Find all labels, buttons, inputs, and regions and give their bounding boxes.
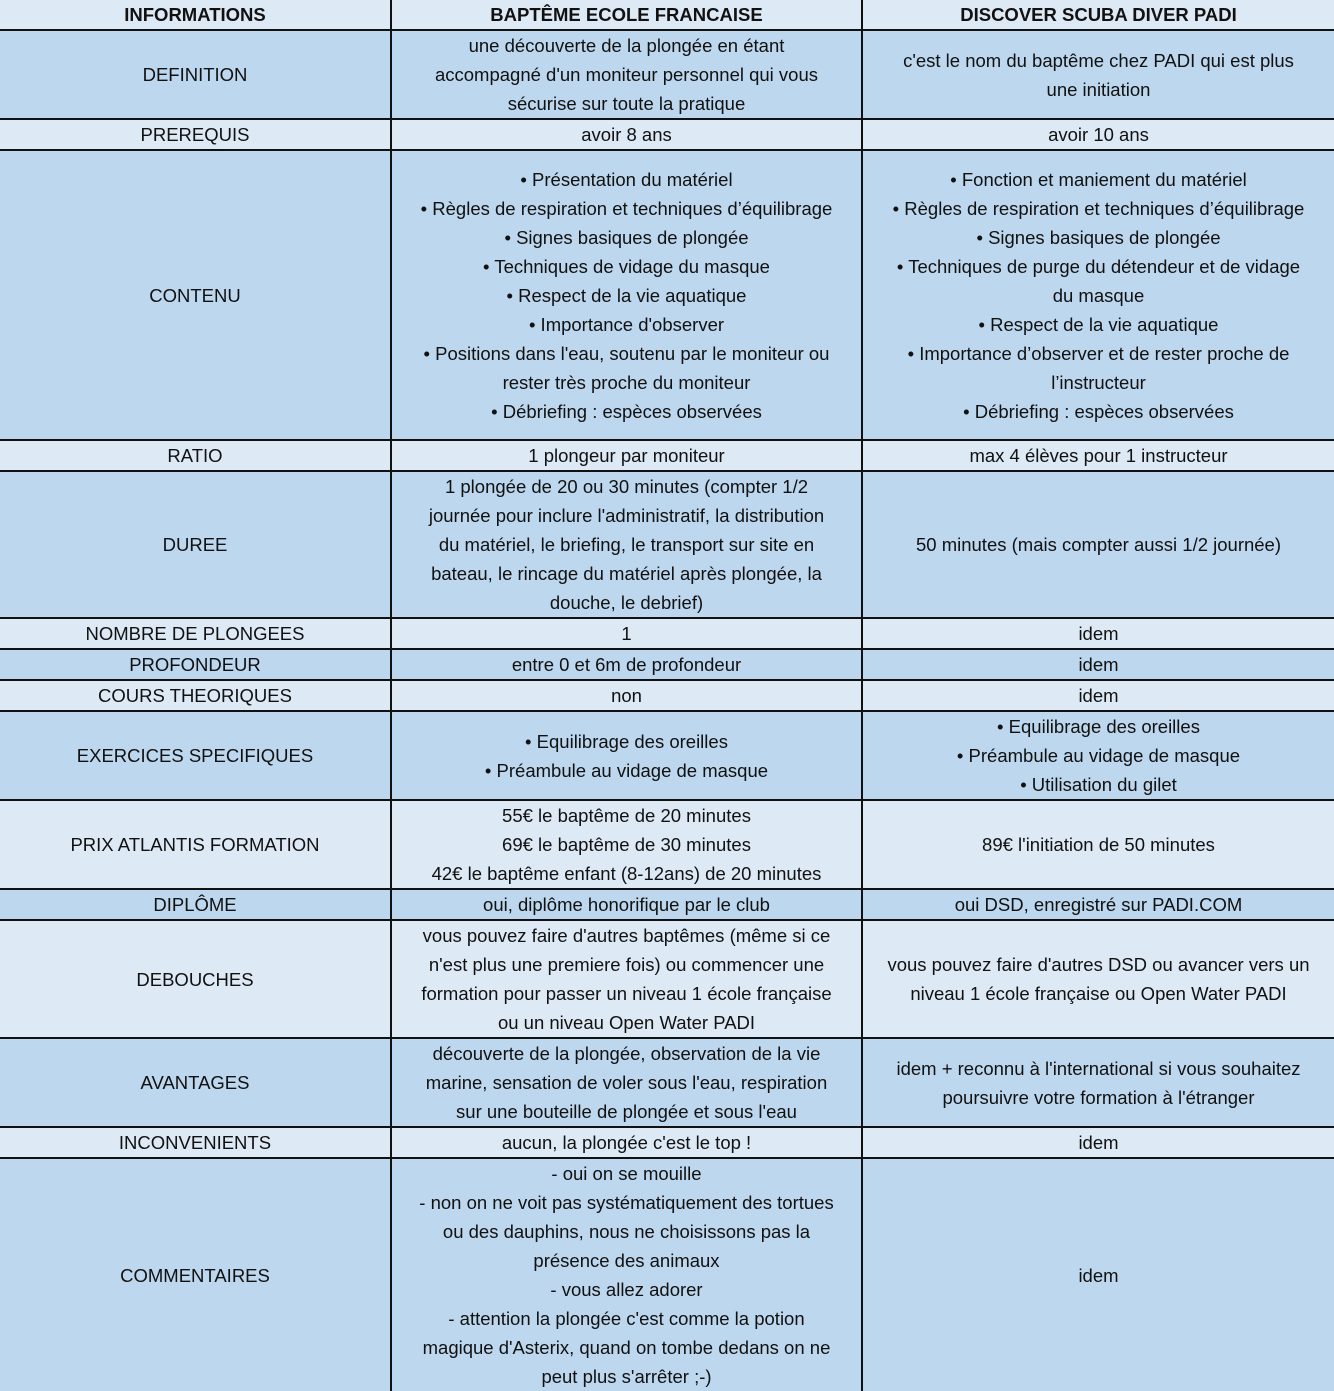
cell-padi bbox=[862, 30, 1334, 119]
cell-line: • Respect de la vie aquatique bbox=[978, 313, 1219, 335]
row-label: DEBOUCHES bbox=[0, 920, 391, 1038]
cell-line: • Importance d’observer et de rester proche de bbox=[907, 342, 1290, 364]
cell-line: rester très proche du moniteur bbox=[502, 371, 751, 393]
cell-ecole bbox=[391, 471, 862, 618]
cell-line: - oui on se mouille bbox=[551, 1163, 702, 1184]
cell-line: - non on ne voit pas systématiquement des tortues bbox=[419, 1192, 834, 1213]
row-prix-atlantis-formation bbox=[0, 800, 1334, 889]
row-diplome bbox=[0, 889, 1334, 920]
cell-line: 1 bbox=[621, 623, 632, 644]
cell-padi bbox=[862, 889, 1334, 920]
cell-ecole bbox=[391, 1038, 862, 1127]
cell-line: une découverte de la plongée en étant bbox=[468, 35, 785, 56]
cell-line: avoir 10 ans bbox=[1048, 124, 1149, 145]
cell-line: • Positions dans l'eau, soutenu par le moniteur ou bbox=[423, 342, 830, 364]
cell-line: idem + reconnu à l'international si vous souhaitez bbox=[896, 1057, 1301, 1079]
cell-ecole bbox=[391, 1127, 862, 1158]
cell-ecole bbox=[391, 440, 862, 471]
cell-line: idem bbox=[1078, 685, 1119, 706]
row-label: AVANTAGES bbox=[0, 1038, 391, 1127]
cell-line: • Signes basiques de plongée bbox=[976, 226, 1221, 248]
header-bapteme-ecole-francaise: BAPTÊME ECOLE FRANCAISE bbox=[391, 0, 862, 30]
cell-line: vous pouvez faire d'autres DSD ou avancer vers un bbox=[887, 954, 1310, 975]
row-contenu bbox=[0, 150, 1334, 440]
cell-line: • Equilibrage des oreilles bbox=[525, 730, 728, 752]
cell-line: • Respect de la vie aquatique bbox=[506, 284, 747, 306]
cell-line: • Utilisation du gilet bbox=[1020, 774, 1177, 795]
row-label: COMMENTAIRES bbox=[0, 1158, 391, 1391]
row-inconvenients bbox=[0, 1127, 1334, 1158]
cell-padi bbox=[862, 618, 1334, 649]
cell-line: 42€ le baptême enfant (8-12ans) de 20 minutes bbox=[431, 863, 822, 884]
cell-line: • Débriefing : espèces observées bbox=[963, 400, 1234, 422]
cell-padi bbox=[862, 471, 1334, 618]
header-discover-scuba-diver-padi: DISCOVER SCUBA DIVER PADI bbox=[862, 0, 1334, 30]
cell-line: journée pour inclure l'administratif, la distribution bbox=[428, 505, 825, 526]
cell-line: • Présentation du matériel bbox=[520, 168, 733, 190]
cell-line: une initiation bbox=[1046, 78, 1151, 100]
cell-padi bbox=[862, 711, 1334, 800]
cell-line: sécurise sur toute la pratique bbox=[507, 93, 746, 114]
row-definition bbox=[0, 30, 1334, 119]
cell-ecole bbox=[391, 800, 862, 889]
row-ratio bbox=[0, 440, 1334, 471]
cell-line: • Signes basiques de plongée bbox=[504, 226, 749, 248]
row-label: INCONVENIENTS bbox=[0, 1127, 391, 1158]
cell-line: oui, diplôme honorifique par le club bbox=[483, 894, 770, 915]
cell-line: 69€ le baptême de 30 minutes bbox=[502, 834, 751, 855]
cell-padi bbox=[862, 1158, 1334, 1391]
row-exercices-specifiques bbox=[0, 711, 1334, 800]
row-debouches bbox=[0, 920, 1334, 1038]
cell-padi bbox=[862, 119, 1334, 150]
row-label: DEFINITION bbox=[0, 30, 391, 119]
row-label: PRIX ATLANTIS FORMATION bbox=[0, 800, 391, 889]
cell-line: 1 plongeur par moniteur bbox=[528, 445, 725, 466]
cell-line: ou des dauphins, nous ne choisissons pas la bbox=[442, 1221, 811, 1242]
cell-padi bbox=[862, 1127, 1334, 1158]
cell-ecole bbox=[391, 1158, 862, 1391]
cell-line: idem bbox=[1078, 623, 1119, 644]
cell-line: présence des animaux bbox=[533, 1250, 720, 1271]
cell-ecole bbox=[391, 649, 862, 680]
cell-line: bateau, le rincage du matériel après plongée, la bbox=[431, 563, 822, 584]
header-informations: INFORMATIONS bbox=[0, 0, 391, 30]
cell-line: • Préambule au vidage de masque bbox=[956, 745, 1241, 766]
cell-line: • Importance d'observer bbox=[528, 313, 725, 335]
cell-line: non bbox=[611, 685, 642, 706]
cell-line: 89€ l'initiation de 50 minutes bbox=[982, 834, 1215, 855]
cell-ecole bbox=[391, 618, 862, 649]
cell-padi bbox=[862, 800, 1334, 889]
cell-ecole bbox=[391, 889, 862, 920]
cell-line: 1 plongée de 20 ou 30 minutes (compter 1/2 bbox=[444, 476, 809, 497]
cell-line: max 4 élèves pour 1 instructeur bbox=[969, 445, 1228, 466]
cell-padi bbox=[862, 150, 1334, 440]
cell-line: peut plus s'arrêter ;-) bbox=[541, 1366, 712, 1387]
cell-ecole bbox=[391, 711, 862, 800]
cell-line: entre 0 et 6m de profondeur bbox=[511, 654, 742, 675]
row-label: NOMBRE DE PLONGEES bbox=[0, 618, 391, 649]
cell-line: • Règles de respiration et techniques d’équilibrage bbox=[420, 197, 833, 219]
cell-line: vous pouvez faire d'autres baptêmes (même si ce bbox=[422, 925, 831, 946]
cell-padi bbox=[862, 649, 1334, 680]
cell-line: • Techniques de purge du détendeur et de vidage bbox=[896, 255, 1301, 277]
cell-line: douche, le debrief) bbox=[549, 592, 704, 613]
row-label: PROFONDEUR bbox=[0, 649, 391, 680]
cell-line: sur une bouteille de plongée et sous l'eau bbox=[456, 1101, 797, 1122]
cell-line: idem bbox=[1078, 1132, 1119, 1153]
cell-padi bbox=[862, 1038, 1334, 1127]
cell-line: magique d'Asterix, quand on tombe dedans on ne bbox=[422, 1337, 831, 1358]
cell-line: 50 minutes (mais compter aussi 1/2 journée) bbox=[915, 534, 1282, 555]
cell-padi bbox=[862, 680, 1334, 711]
cell-line: formation pour passer un niveau 1 école française bbox=[421, 983, 832, 1004]
row-cours-theoriques bbox=[0, 680, 1334, 711]
cell-padi bbox=[862, 440, 1334, 471]
cell-line: • Fonction et maniement du matériel bbox=[950, 168, 1247, 190]
cell-line: du matériel, le briefing, le transport sur site en bbox=[438, 534, 815, 555]
row-nombre-de-plongees bbox=[0, 618, 1334, 649]
row-profondeur bbox=[0, 649, 1334, 680]
row-label: EXERCICES SPECIFIQUES bbox=[0, 711, 391, 800]
cell-ecole bbox=[391, 30, 862, 119]
cell-line: aucun, la plongée c'est le top ! bbox=[501, 1132, 752, 1153]
cell-line: 55€ le baptême de 20 minutes bbox=[502, 805, 751, 826]
cell-line: marine, sensation de voler sous l'eau, respiration bbox=[425, 1072, 828, 1093]
row-label: RATIO bbox=[0, 440, 391, 471]
cell-ecole bbox=[391, 920, 862, 1038]
cell-line: du masque bbox=[1052, 284, 1145, 306]
cell-line: • Préambule au vidage de masque bbox=[484, 759, 769, 781]
cell-padi bbox=[862, 920, 1334, 1038]
cell-line: découverte de la plongée, observation de la vie bbox=[432, 1043, 821, 1064]
cell-line: - attention la plongée c'est comme la potion bbox=[448, 1308, 805, 1329]
row-label: PREREQUIS bbox=[0, 119, 391, 150]
cell-line: • Débriefing : espèces observées bbox=[491, 400, 762, 422]
cell-line: • Equilibrage des oreilles bbox=[997, 716, 1200, 737]
cell-line: avoir 8 ans bbox=[581, 124, 672, 145]
cell-line: idem bbox=[1078, 654, 1119, 675]
cell-line: idem bbox=[1078, 1264, 1119, 1286]
cell-line: c'est le nom du baptême chez PADI qui est plus bbox=[903, 49, 1294, 71]
row-label: CONTENU bbox=[0, 150, 391, 440]
row-commentaires bbox=[0, 1158, 1334, 1391]
row-label: COURS THEORIQUES bbox=[0, 680, 391, 711]
row-avantages bbox=[0, 1038, 1334, 1127]
row-label: DIPLÔME bbox=[0, 889, 391, 920]
cell-line: n'est plus une premiere fois) ou commencer une bbox=[428, 954, 825, 975]
cell-line: oui DSD, enregistré sur PADI.COM bbox=[954, 894, 1243, 915]
cell-line: poursuivre votre formation à l'étranger bbox=[942, 1086, 1255, 1108]
cell-ecole bbox=[391, 119, 862, 150]
cell-line: accompagné d'un moniteur personnel qui vous bbox=[434, 64, 819, 85]
row-label: DUREE bbox=[0, 471, 391, 618]
cell-line: • Techniques de vidage du masque bbox=[483, 255, 770, 277]
header-row bbox=[0, 0, 1334, 30]
cell-line: - vous allez adorer bbox=[550, 1279, 703, 1300]
cell-line: niveau 1 école française ou Open Water PADI bbox=[910, 983, 1287, 1004]
cell-line: l’instructeur bbox=[1051, 371, 1146, 393]
cell-ecole bbox=[391, 680, 862, 711]
cell-line: ou un niveau Open Water PADI bbox=[497, 1012, 756, 1033]
cell-ecole bbox=[391, 150, 862, 440]
cell-line: • Règles de respiration et techniques d’équilibrage bbox=[892, 197, 1305, 219]
row-duree bbox=[0, 471, 1334, 618]
row-prerequis bbox=[0, 119, 1334, 150]
